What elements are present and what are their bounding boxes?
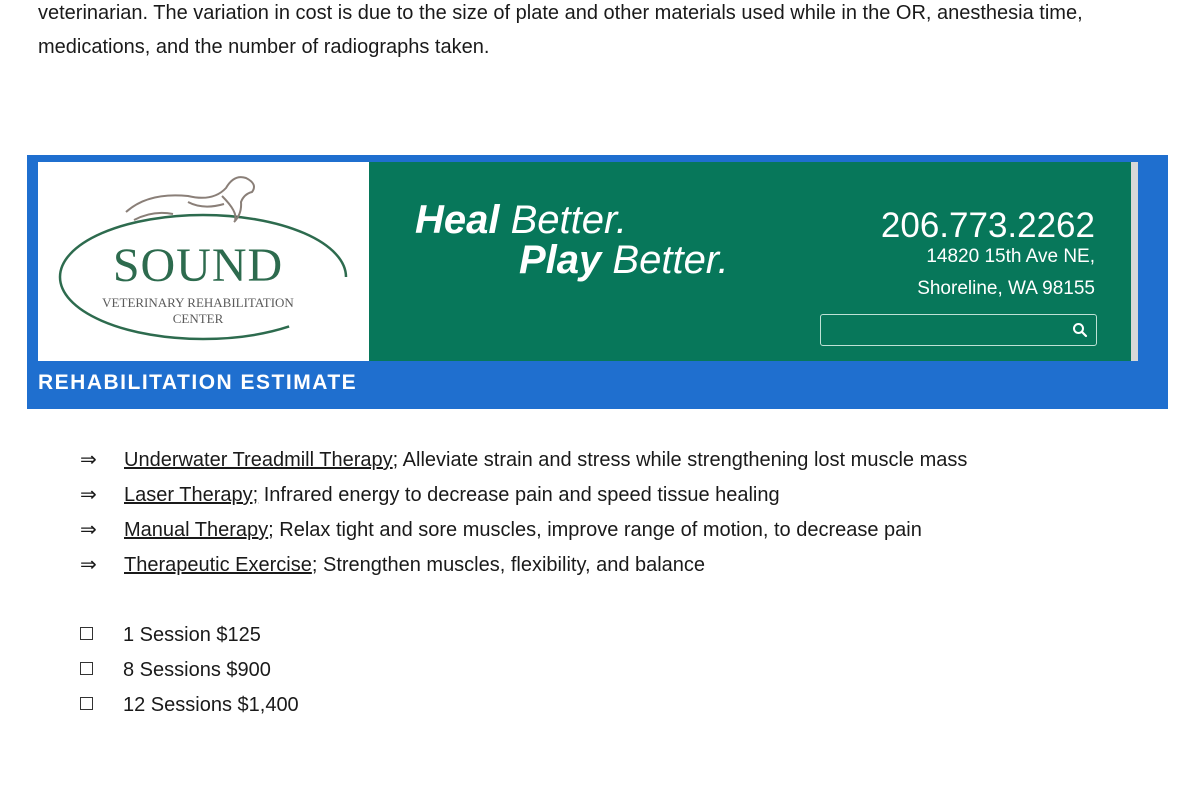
tagline-rest-1: Better. [499,198,627,242]
therapy-description: Alleviate strain and stress while strengthening lost muscle mass [398,449,968,471]
tagline-line2 [519,238,729,283]
list-item [80,445,967,480]
option-label: 12 Sessions $1,400 [123,694,299,716]
option-label: 1 Session $125 [123,624,261,646]
arrow-icon: ⇒ [80,484,97,506]
therapy-separator: ; [311,554,318,576]
logo-name: SOUND [112,239,284,292]
therapy-list [80,445,967,585]
session-options [80,620,299,725]
search-icon[interactable] [1072,322,1088,338]
banner-info-panel [369,162,1131,361]
arrow-icon: ⇒ [80,554,97,576]
address-line2: Shoreline, WA 98155 [917,278,1095,299]
intro-paragraph: veterinarian. The variation in cost is due to the size of plate and other materials used while in the OR, anesthesia time, medications, and the number of radiographs taken. [38,2,1083,58]
search-input[interactable] [820,314,1097,346]
phone-number[interactable]: 206.773.2262 [880,206,1095,245]
arrow-icon: ⇒ [80,519,97,541]
section-title: REHABILITATION ESTIMATE [38,371,358,394]
list-item [80,515,967,550]
tagline-line1 [415,198,627,243]
logo-subtitle [88,295,308,327]
therapy-description: Infrared energy to decrease pain and speed tissue healing [258,484,780,506]
list-item [80,690,299,725]
list-item [80,620,299,655]
address-line1: 14820 15th Ave NE, [926,246,1095,267]
clinic-banner [27,155,1168,409]
list-item [80,480,967,515]
logo-subtitle-line2: CENTER [172,311,224,326]
tagline-word-play: Play [519,238,602,282]
banner-scrollbar [1131,162,1138,361]
option-label: 8 Sessions $900 [123,659,271,681]
option-checkbox[interactable] [80,627,93,640]
option-checkbox[interactable] [80,662,93,675]
therapy-link[interactable]: Manual Therapy [124,519,269,541]
option-checkbox[interactable] [80,697,93,710]
list-item [80,550,967,585]
therapy-separator: ; [392,449,399,471]
therapy-link[interactable]: Laser Therapy; [124,484,259,506]
arrow-icon: ⇒ [80,449,97,471]
logo-subtitle-line1: VETERINARY REHABILITATION [102,295,294,310]
therapy-link[interactable]: Therapeutic Exercise [124,554,312,576]
therapy-description: Relax tight and sore muscles, improve range of motion, to decrease pain [273,519,922,541]
therapy-separator: ; [268,519,274,541]
tagline-rest-2: Better. [601,238,729,282]
list-item [80,655,299,690]
therapy-description: Strengthen muscles, flexibility, and balance [317,554,706,576]
clinic-logo[interactable] [38,162,369,361]
tagline-word-heal: Heal [415,198,500,242]
therapy-link[interactable]: Underwater Treadmill Therapy [124,449,393,471]
